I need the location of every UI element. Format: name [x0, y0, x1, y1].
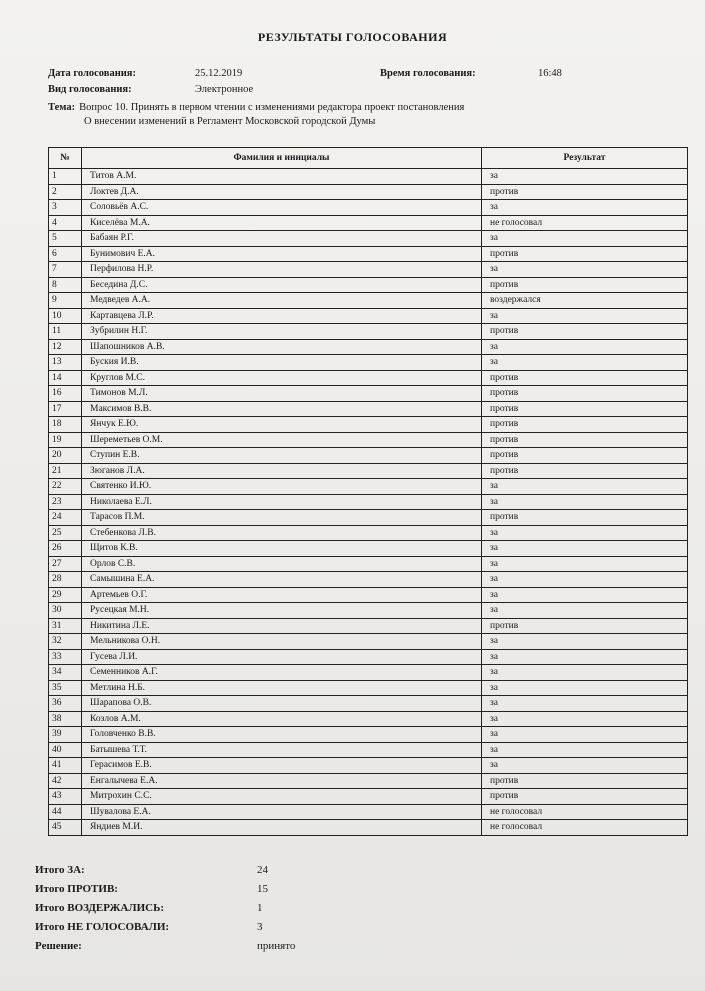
row-number: 43	[49, 789, 82, 805]
vote-result: не голосовал	[482, 215, 688, 231]
deputy-name: Артемьев О.Г.	[82, 587, 482, 603]
table-row	[49, 742, 688, 758]
deputy-name: Янчук Е.Ю.	[82, 417, 482, 433]
row-number: 18	[49, 417, 82, 433]
table-row	[49, 215, 688, 231]
table-row	[49, 277, 688, 293]
deputy-name: Зюганов Л.А.	[82, 463, 482, 479]
vote-result: за	[482, 200, 688, 216]
table-row	[49, 665, 688, 681]
vote-result: против	[482, 773, 688, 789]
table-row	[49, 711, 688, 727]
table-row	[49, 758, 688, 774]
votes-table-body	[49, 169, 688, 836]
row-number: 36	[49, 696, 82, 712]
table-row	[49, 572, 688, 588]
deputy-name: Бабаян Р.Г.	[82, 231, 482, 247]
table-row	[49, 479, 688, 495]
vote-result: против	[482, 386, 688, 402]
vote-result: за	[482, 308, 688, 324]
row-number: 17	[49, 401, 82, 417]
vote-result: против	[482, 417, 688, 433]
row-number: 21	[49, 463, 82, 479]
table-header-row	[49, 148, 688, 169]
vote-result: за	[482, 339, 688, 355]
table-row	[49, 386, 688, 402]
row-number: 5	[49, 231, 82, 247]
summary-row	[35, 883, 337, 902]
deputy-name: Киселёва М.А.	[82, 215, 482, 231]
header-result: Результат	[482, 148, 688, 169]
vote-result: против	[482, 618, 688, 634]
table-row	[49, 169, 688, 185]
table-row	[49, 494, 688, 510]
table-row	[49, 820, 688, 836]
row-number: 33	[49, 649, 82, 665]
vote-result: за	[482, 665, 688, 681]
deputy-name: Бунимович Е.А.	[82, 246, 482, 262]
summary-row	[35, 864, 337, 883]
vote-result: против	[482, 277, 688, 293]
row-number: 16	[49, 386, 82, 402]
deputy-name: Енгалычева Е.А.	[82, 773, 482, 789]
row-number: 27	[49, 556, 82, 572]
vote-result: за	[482, 231, 688, 247]
table-row	[49, 308, 688, 324]
table-row	[49, 618, 688, 634]
header-name: Фамилия и инициалы	[82, 148, 482, 169]
vote-result: за	[482, 262, 688, 278]
summary-label: Итого ПРОТИВ:	[35, 883, 118, 895]
table-row	[49, 324, 688, 340]
row-number: 39	[49, 727, 82, 743]
deputy-name: Медведев А.А.	[82, 293, 482, 309]
summary-label: Итого ЗА:	[35, 864, 85, 876]
row-number: 23	[49, 494, 82, 510]
row-number: 9	[49, 293, 82, 309]
table-row	[49, 804, 688, 820]
row-number: 4	[49, 215, 82, 231]
vote-result: против	[482, 370, 688, 386]
table-row	[49, 246, 688, 262]
row-number: 40	[49, 742, 82, 758]
vote-result: против	[482, 789, 688, 805]
row-number: 30	[49, 603, 82, 619]
row-number: 11	[49, 324, 82, 340]
vote-result: против	[482, 246, 688, 262]
deputy-name: Буския И.В.	[82, 355, 482, 371]
row-number: 3	[49, 200, 82, 216]
deputy-name: Самышина Е.А.	[82, 572, 482, 588]
deputy-name: Стебенкова Л.В.	[82, 525, 482, 541]
row-number: 10	[49, 308, 82, 324]
deputy-name: Титов А.М.	[82, 169, 482, 185]
vote-result: за	[482, 727, 688, 743]
summary-label: Решение:	[35, 940, 82, 952]
deputy-name: Семенников А.Г.	[82, 665, 482, 681]
vote-result: за	[482, 649, 688, 665]
row-number: 2	[49, 184, 82, 200]
summary-value: 15	[257, 883, 268, 895]
row-number: 19	[49, 432, 82, 448]
table-row	[49, 293, 688, 309]
deputy-name: Зубрилин Н.Г.	[82, 324, 482, 340]
deputy-name: Тимонов М.Л.	[82, 386, 482, 402]
deputy-name: Ступин Е.В.	[82, 448, 482, 464]
table-row	[49, 525, 688, 541]
table-row	[49, 200, 688, 216]
vote-result: против	[482, 510, 688, 526]
vote-result: за	[482, 758, 688, 774]
row-number: 42	[49, 773, 82, 789]
row-number: 26	[49, 541, 82, 557]
deputy-name: Орлов С.В.	[82, 556, 482, 572]
deputy-name: Тарасов П.М.	[82, 510, 482, 526]
deputy-name: Щитов К.В.	[82, 541, 482, 557]
vote-result: за	[482, 479, 688, 495]
deputy-name: Локтев Д.А.	[82, 184, 482, 200]
topic-label: Тема:	[48, 102, 76, 113]
vote-type-value: Электронное	[195, 84, 254, 95]
vote-result: против	[482, 432, 688, 448]
row-number: 13	[49, 355, 82, 371]
vote-time-value: 16:48	[538, 68, 562, 79]
table-row	[49, 649, 688, 665]
vote-result: за	[482, 541, 688, 557]
vote-result: против	[482, 401, 688, 417]
vote-result: против	[482, 184, 688, 200]
vote-time	[380, 68, 476, 79]
deputy-name: Шувалова Е.А.	[82, 804, 482, 820]
summary-value: 24	[257, 864, 268, 876]
vote-date	[48, 68, 136, 79]
header-number: №	[49, 148, 82, 169]
table-row	[49, 556, 688, 572]
row-number: 45	[49, 820, 82, 836]
summary-label: Итого НЕ ГОЛОСОВАЛИ:	[35, 921, 170, 933]
deputy-name: Перфилова Н.Р.	[82, 262, 482, 278]
row-number: 35	[49, 680, 82, 696]
summary-value: 3	[257, 921, 263, 933]
vote-topic	[48, 101, 608, 129]
table-row	[49, 355, 688, 371]
row-number: 20	[49, 448, 82, 464]
table-row	[49, 448, 688, 464]
deputy-name: Максимов В.В.	[82, 401, 482, 417]
deputy-name: Батышева Т.Т.	[82, 742, 482, 758]
row-number: 1	[49, 169, 82, 185]
deputy-name: Яндиев М.И.	[82, 820, 482, 836]
vote-result: не голосовал	[482, 820, 688, 836]
vote-result: за	[482, 711, 688, 727]
summary-row	[35, 902, 337, 921]
vote-result: против	[482, 463, 688, 479]
deputy-name: Святенко И.Ю.	[82, 479, 482, 495]
table-row	[49, 370, 688, 386]
deputy-name: Головченко В.В.	[82, 727, 482, 743]
row-number: 25	[49, 525, 82, 541]
vote-result: не голосовал	[482, 804, 688, 820]
table-row	[49, 231, 688, 247]
deputy-name: Никитина Л.Е.	[82, 618, 482, 634]
row-number: 8	[49, 277, 82, 293]
row-number: 14	[49, 370, 82, 386]
table-row	[49, 696, 688, 712]
topic-line-2: О внесении изменений в Регламент Московской городской Думы	[84, 116, 376, 127]
vote-summary	[35, 864, 337, 959]
row-number: 31	[49, 618, 82, 634]
summary-value: принято	[257, 940, 296, 952]
table-row	[49, 541, 688, 557]
summary-row	[35, 940, 337, 959]
deputy-name: Соловьёв А.С.	[82, 200, 482, 216]
table-row	[49, 634, 688, 650]
topic-line-1: Вопрос 10. Принять в первом чтении с изменениями редактора проект постановления	[79, 102, 465, 113]
row-number: 22	[49, 479, 82, 495]
vote-result: за	[482, 680, 688, 696]
vote-result: за	[482, 556, 688, 572]
table-row	[49, 262, 688, 278]
summary-value: 1	[257, 902, 263, 914]
vote-result: за	[482, 603, 688, 619]
deputy-name: Картавцева Л.Р.	[82, 308, 482, 324]
vote-result: за	[482, 587, 688, 603]
row-number: 38	[49, 711, 82, 727]
deputy-name: Митрохин С.С.	[82, 789, 482, 805]
vote-type	[48, 84, 132, 95]
table-row	[49, 587, 688, 603]
deputy-name: Николаева Е.Л.	[82, 494, 482, 510]
row-number: 44	[49, 804, 82, 820]
row-number: 29	[49, 587, 82, 603]
vote-result: против	[482, 324, 688, 340]
vote-type-label: Вид голосования:	[48, 84, 132, 95]
row-number: 34	[49, 665, 82, 681]
vote-result: за	[482, 742, 688, 758]
vote-result: воздержался	[482, 293, 688, 309]
deputy-name: Круглов М.С.	[82, 370, 482, 386]
table-row	[49, 510, 688, 526]
vote-result: за	[482, 355, 688, 371]
deputy-name: Мельникова О.Н.	[82, 634, 482, 650]
table-row	[49, 727, 688, 743]
vote-date-value: 25.12.2019	[195, 68, 243, 79]
deputy-name: Шарапова О.В.	[82, 696, 482, 712]
deputy-name: Гусева Л.И.	[82, 649, 482, 665]
table-row	[49, 184, 688, 200]
vote-result: против	[482, 448, 688, 464]
deputy-name: Беседина Д.С.	[82, 277, 482, 293]
page-title: РЕЗУЛЬТАТЫ ГОЛОСОВАНИЯ	[257, 30, 448, 44]
table-row	[49, 463, 688, 479]
deputy-name: Герасимов Е.В.	[82, 758, 482, 774]
vote-date-label: Дата голосования:	[48, 68, 136, 79]
vote-result: за	[482, 169, 688, 185]
row-number: 12	[49, 339, 82, 355]
table-row	[49, 680, 688, 696]
table-row	[49, 603, 688, 619]
summary-label: Итого ВОЗДЕРЖАЛИСЬ:	[35, 902, 165, 914]
table-row	[49, 339, 688, 355]
vote-result: за	[482, 572, 688, 588]
deputy-name: Метлина Н.Б.	[82, 680, 482, 696]
row-number: 6	[49, 246, 82, 262]
row-number: 24	[49, 510, 82, 526]
vote-result: за	[482, 525, 688, 541]
vote-result: за	[482, 634, 688, 650]
summary-row	[35, 921, 337, 940]
row-number: 7	[49, 262, 82, 278]
row-number: 28	[49, 572, 82, 588]
deputy-name: Шереметьев О.М.	[82, 432, 482, 448]
table-row	[49, 773, 688, 789]
row-number: 41	[49, 758, 82, 774]
table-row	[49, 417, 688, 433]
vote-time-label: Время голосования:	[380, 68, 476, 79]
vote-result: за	[482, 696, 688, 712]
row-number: 32	[49, 634, 82, 650]
table-row	[49, 789, 688, 805]
deputy-name: Козлов А.М.	[82, 711, 482, 727]
vote-result: за	[482, 494, 688, 510]
votes-table	[48, 147, 688, 836]
table-row	[49, 432, 688, 448]
table-row	[49, 401, 688, 417]
deputy-name: Русецкая М.Н.	[82, 603, 482, 619]
deputy-name: Шапошников А.В.	[82, 339, 482, 355]
